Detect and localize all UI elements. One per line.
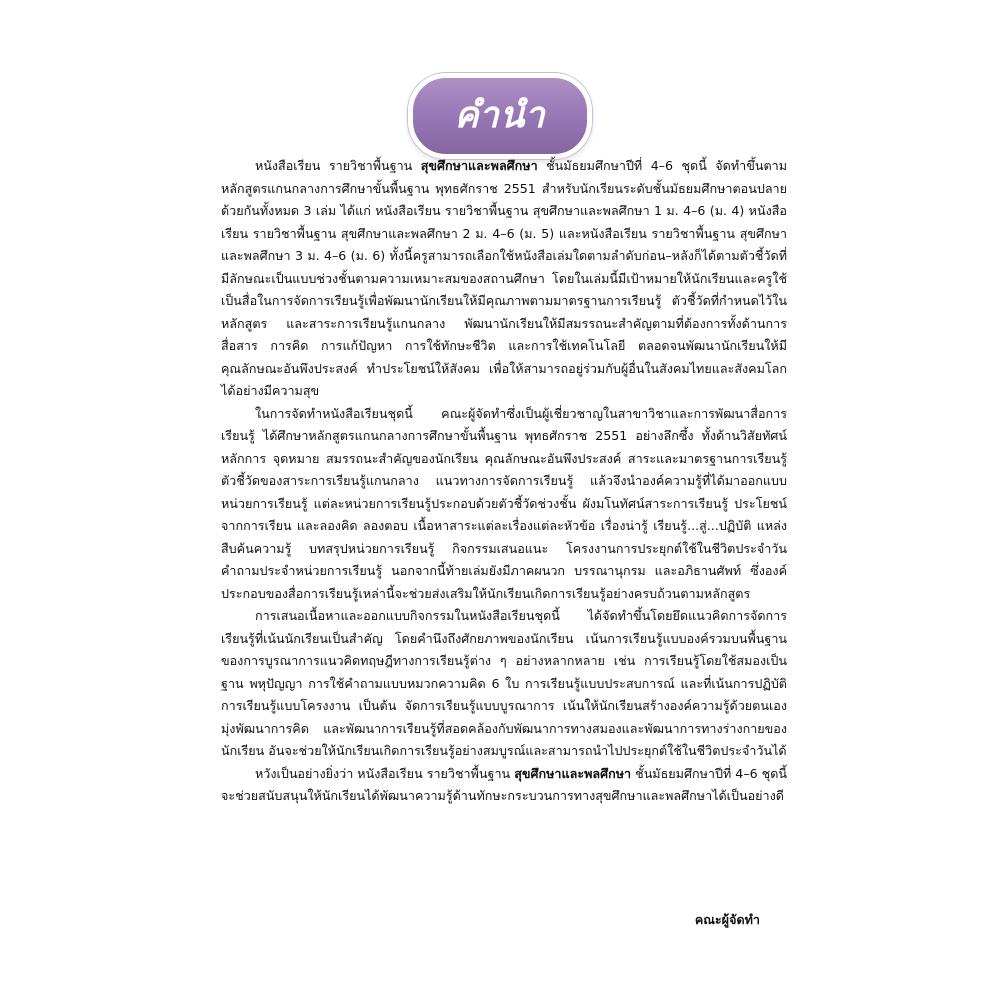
paragraph-4-prefix: หวังเป็นอย่างยิ่งว่า หนังสือเรียน รายวิชาพื้นฐาน — [255, 765, 515, 781]
paragraph-1-suffix: ชั้นมัธยมศึกษาปีที่ 4–6 ชุดนี้ จัดทำขึ้นตามหลักสูตรแกนกลางการศึกษาขั้นพื้นฐาน พุทธศักราช 2551 สำหรับนักเรียนระดับชั้นมัธยมศึกษาตอนปลาย ด้วยกันทั้งหมด 3 เล่ม ได้แก่ หนังสือเรียน รายวิชาพื้นฐาน สุขศึกษาและพลศึกษา 1 ม. 4–6 (ม. 4) หนังสือเรียน รายวิชาพื้นฐาน สุขศึกษาและพลศึกษา 2 ม. 4–6 (ม. 5) และหนังสือเรียน รายวิชาพื้นฐาน สุขศึกษาและพลศึกษา 3 ม. 4–6 (ม. 6) ทั้งนี้ครูสามารถเลือกใช้หนังสือเล่มใดตามลำดับก่อน–หลังก็ได้ตามตัวชี้วัดที่มีลักษณะเป็นแบบช่วงชั้นตามความเหมาะสมของสถานศึกษา โดยในเล่มนี้มีเป้าหมายให้นักเรียนและครูใช้เป็นสื่อในการจัดการเรียนรู้เพื่อพัฒนานักเรียนให้มีคุณภาพตามมาตรฐานการเรียนรู้ ตัวชี้วัดที่กำหนดไว้ในหลักสูตร และสาระการเรียนรู้แกนกลาง พัฒนานักเรียนให้มีสมรรถนะสำคัญตามที่ต้องการทั้งด้านการสื่อสาร การคิด การแก้ปัญหา การใช้ทักษะชีวิต และการใช้เทคโนโลยี ตลอดจนพัฒนานักเรียนให้มีคุณลักษณะอันพึงประสงค์ ทำประโยชน์ให้สังคม เพื่อให้สามารถอยู่ร่วมกับผู้อื่นในสังคมไทยและสังคมโลกได้อย่างมีความสุข — [221, 158, 787, 398]
paragraph-2-text: ในการจัดทำหนังสือเรียนชุดนี้ คณะผู้จัดทำซึ่งเป็นผู้เชี่ยวชาญในสาขาวิชาและการพัฒนาสื่อการเรียนรู้ ได้ศึกษาหลักสูตรแกนกลางการศึกษาขั้นพื้นฐาน พุทธศักราช 2551 อย่างลึกซึ้ง ทั้งด้านวิสัยทัศน์ หลักการ จุดหมาย สมรรถนะสำคัญของนักเรียน คุณลักษณะอันพึงประสงค์ สาระและมาตรฐานการเรียนรู้ ตัวชี้วัดของสาระการเรียนรู้แกนกลาง แนวทางการจัดการเรียนรู้ แล้วจึงนำองค์ความรู้ที่ได้มาออกแบบหน่วยการเรียนรู้ แต่ละหน่วยการเรียนรู้ประกอบด้วยตัวชี้วัดช่วงชั้น ผังมโนทัศน์สาระการเรียนรู้ ประโยชน์จากการเรียน และลองคิด ลองตอบ เนื้อหาสาระแต่ละเรื่องแต่ละหัวข้อ เรื่องน่ารู้ เรียนรู้...สู่...ปฏิบัติ แหล่งสืบค้นความรู้ บทสรุปหน่วยการเรียนรู้ กิจกรรมเสนอแนะ โครงงานการประยุกต์ใช้ในชีวิตประจำวัน คำถามประจำหน่วยการเรียนรู้ นอกจากนี้ท้ายเล่มยังมีภาคผนวก บรรณานุกรม และอภิธานศัพท์ ซึ่งองค์ประกอบของสื่อการเรียนรู้เหล่านี้จะช่วยส่งเสริมให้นักเรียนเกิดการเรียนรู้อย่างครบถ้วนตามหลักสูตร — [221, 405, 787, 601]
paragraph-3 — [221, 605, 787, 763]
paragraph-4 — [221, 763, 787, 808]
signature: คณะผู้จัดทำ — [694, 912, 760, 927]
paragraph-4-suffix: ชั้นมัธยมศึกษาปีที่ 4–6 ชุดนี้จะช่วยสนับสนุนให้นักเรียนได้พัฒนาความรู้ด้านทักษะกระบวนการทางสุขศึกษาและพลศึกษาได้เป็นอย่างดี — [221, 765, 787, 803]
paragraph-2 — [221, 403, 787, 606]
paragraph-1 — [221, 155, 787, 403]
title-banner — [0, 73, 1000, 153]
paragraph-1-prefix: หนังสือเรียน รายวิชาพื้นฐาน — [255, 158, 421, 173]
preface-body — [221, 155, 787, 808]
page-title: คำนำ — [454, 95, 546, 136]
paragraph-1-bold: สุขศึกษาและพลศึกษา — [420, 158, 538, 173]
paragraph-4-bold: สุขศึกษาและพลศึกษา — [514, 765, 632, 781]
title-pill — [408, 73, 592, 159]
paragraph-3-text: การเสนอเนื้อหาและออกแบบกิจกรรมในหนังสือเรียนชุดนี้ ได้จัดทำขึ้นโดยยึดแนวคิดการจัดการเรียนรู้ที่เน้นนักเรียนเป็นสำคัญ โดยคำนึงถึงศักยภาพของนักเรียน เน้นการเรียนรู้แบบองค์รวมบนพื้นฐานของการบูรณาการแนวคิดทฤษฎีทางการเรียนรู้ต่าง ๆ อย่างหลากหลาย เช่น การเรียนรู้โดยใช้สมองเป็นฐาน พหุปัญญา การใช้คำถามแบบหมวกความคิด 6 ใบ การเรียนรู้แบบประสบการณ์ และที่เน้นการปฏิบัติ การเรียนรู้แบบโครงงาน เป็นต้น จัดการเรียนรู้แบบบูรณาการ เน้นให้นักเรียนสร้างองค์ความรู้ด้วยตนเอง มุ่งพัฒนาการคิด และพัฒนาการเรียนรู้ที่สอดคล้องกับพัฒนาการทางสมองและพัฒนาการทางร่างกายของนักเรียน อันจะช่วยให้นักเรียนเกิดการเรียนรู้อย่างสมบูรณ์และสามารถนำไปประยุกต์ใช้ในชีวิตประจำวันได้ — [221, 608, 787, 758]
